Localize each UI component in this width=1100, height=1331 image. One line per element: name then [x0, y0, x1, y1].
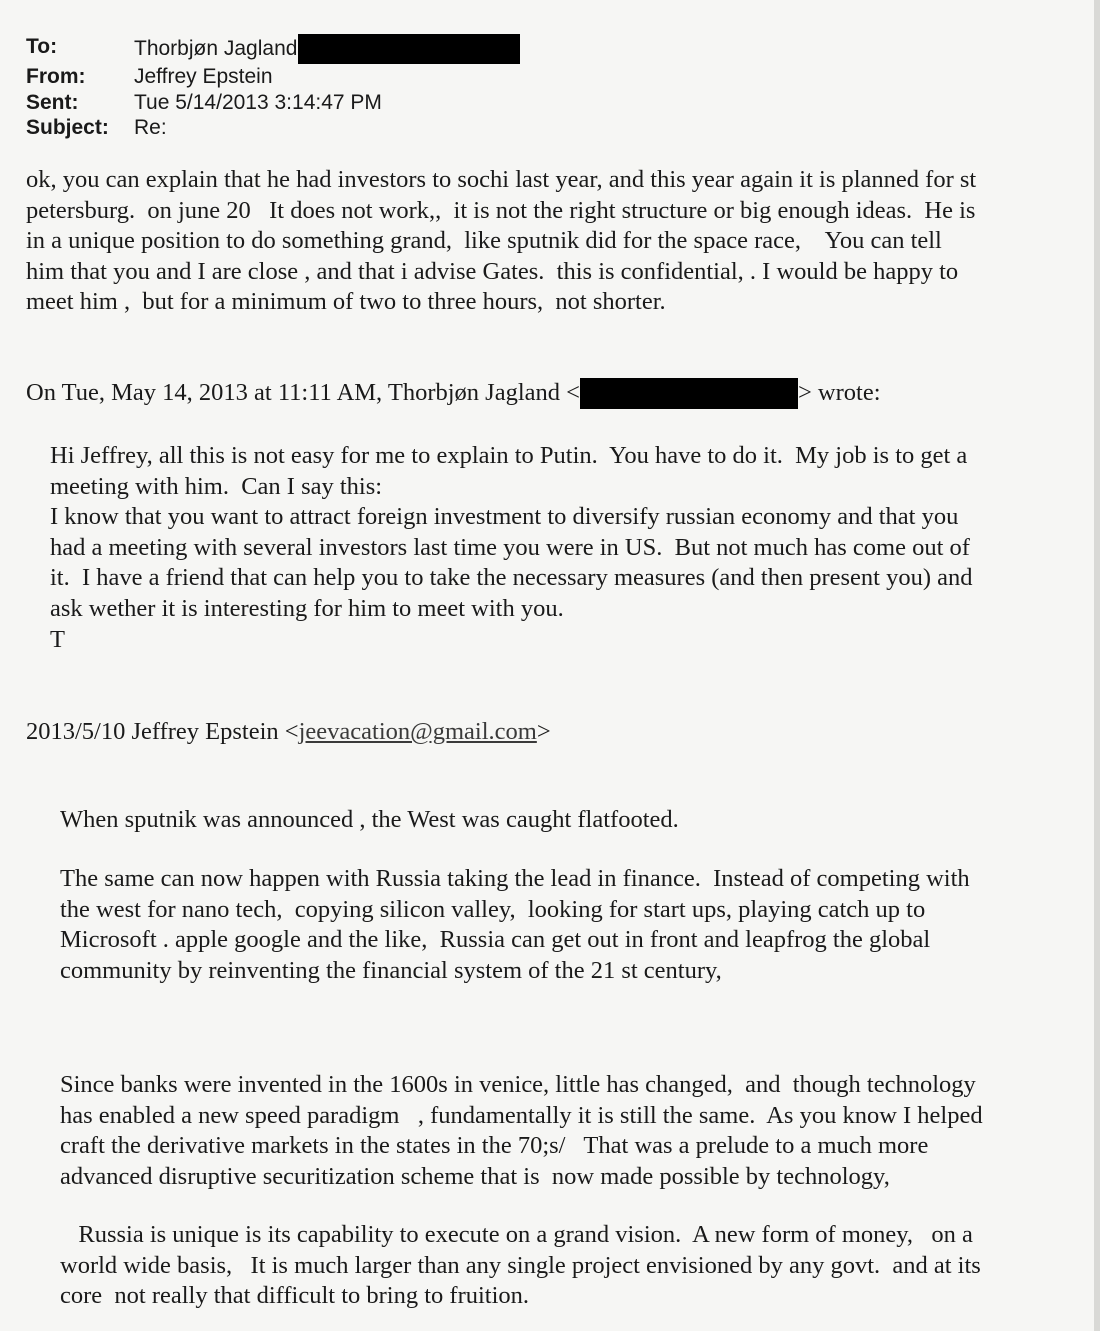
- paragraph-line: When sputnik was announced , the West was caught flatfooted.: [60, 806, 679, 833]
- paragraph-line: Since banks were invented in the 1600s in venice, little has changed, and though technology: [60, 1071, 976, 1098]
- sender-email-link[interactable]: jeevacation@gmail.com: [298, 718, 537, 745]
- sent-value: Tue 5/14/2013 3:14:47 PM: [134, 90, 382, 114]
- quoted-line: Hi Jeffrey, all this is not easy for me to explain to Putin. You have to do it. My job is to get a: [50, 442, 968, 469]
- paragraph-line: core not really that difficult to bring to fruition.: [60, 1282, 530, 1310]
- to-row: [26, 34, 520, 64]
- quoted-line: I know that you want to attract foreign investment to diversify russian economy and that you: [50, 503, 959, 531]
- paragraph-line: the west for nano tech, copying silicon valley, looking for start ups, playing catch up to: [60, 895, 926, 923]
- quoted-message: [50, 441, 972, 625]
- subject-label: Subject:: [26, 116, 109, 139]
- reply-line: ok, you can explain that he had investors to sochi last year, and this year again it is planned for st: [26, 166, 977, 193]
- earlier-attribution-suffix: >: [536, 718, 551, 745]
- from-value: Jeffrey Epstein: [134, 65, 273, 88]
- from-row: [26, 64, 520, 90]
- quoted-attribution: [26, 378, 881, 409]
- quoted-signature: T: [50, 626, 65, 653]
- email-header: [26, 34, 520, 141]
- earlier-paragraph-2: [60, 864, 970, 986]
- earlier-paragraph-4: [60, 1220, 981, 1312]
- sent-label: Sent:: [26, 90, 79, 114]
- paragraph-line: The same can now happen with Russia taking the lead in finance. Instead of competing with: [60, 865, 970, 892]
- page-edge: [1094, 0, 1100, 1331]
- subject-row: [26, 115, 520, 141]
- quoted-line: had a meeting with several investors last time you were in US. But not much has come out of: [50, 533, 970, 561]
- reply-body: [26, 165, 976, 318]
- to-value: Thorbjøn Jagland: [134, 37, 298, 61]
- quoted-attribution-suffix: > wrote:: [797, 379, 881, 407]
- paragraph-line: advanced disruptive securitization scheme that is now made possible by technology,: [60, 1162, 890, 1190]
- subject-value: Re:: [134, 116, 167, 139]
- reply-line: in a unique position to do something grand, like sputnik did for the space race, You can tell: [26, 227, 942, 255]
- quoted-line: it. I have a friend that can help you to take the necessary measures (and then present you) and: [50, 564, 973, 592]
- to-label: To:: [26, 35, 58, 58]
- quoted-line: ask wether it is interesting for him to meet with you.: [50, 594, 564, 622]
- redaction-bar: [580, 378, 798, 409]
- redaction-bar: [298, 34, 520, 64]
- earlier-attribution-prefix: 2013/5/10 Jeffrey Epstein <: [26, 718, 299, 745]
- quoted-attribution-prefix: On Tue, May 14, 2013 at 11:11 AM, Thorbjøn Jagland <: [26, 379, 580, 407]
- earlier-paragraph-3: [60, 1070, 983, 1192]
- sent-row: [26, 90, 520, 116]
- paragraph-line: Microsoft . apple google and the like, Russia can get out in front and leapfrog the global: [60, 926, 931, 954]
- paragraph-line: community by reinventing the financial system of the 21 st century,: [60, 956, 722, 984]
- earlier-paragraph-1: [60, 805, 679, 836]
- paragraph-line: world wide basis, It is much larger than any single project envisioned by any govt. and at its: [60, 1251, 981, 1279]
- reply-line: him that you and I are close , and that i advise Gates. this is confidential, . I would be happy to: [26, 257, 959, 285]
- reply-line: meet him , but for a minimum of two to three hours, not shorter.: [26, 288, 666, 316]
- from-label: From:: [26, 65, 86, 88]
- earlier-attribution: [26, 717, 551, 748]
- paragraph-line: Russia is unique is its capability to execute on a grand vision. A new form of money, on a: [60, 1221, 973, 1248]
- paragraph-line: has enabled a new speed paradigm , fundamentally it is still the same. As you know I helped: [60, 1101, 983, 1129]
- reply-line: petersburg. on june 20 It does not work,, it is not the right structure or big enough ideas. He is: [26, 196, 976, 224]
- paragraph-line: craft the derivative markets in the states in the 70;s/ That was a prelude to a much more: [60, 1132, 929, 1160]
- quoted-line: meeting with him. Can I say this:: [50, 472, 383, 500]
